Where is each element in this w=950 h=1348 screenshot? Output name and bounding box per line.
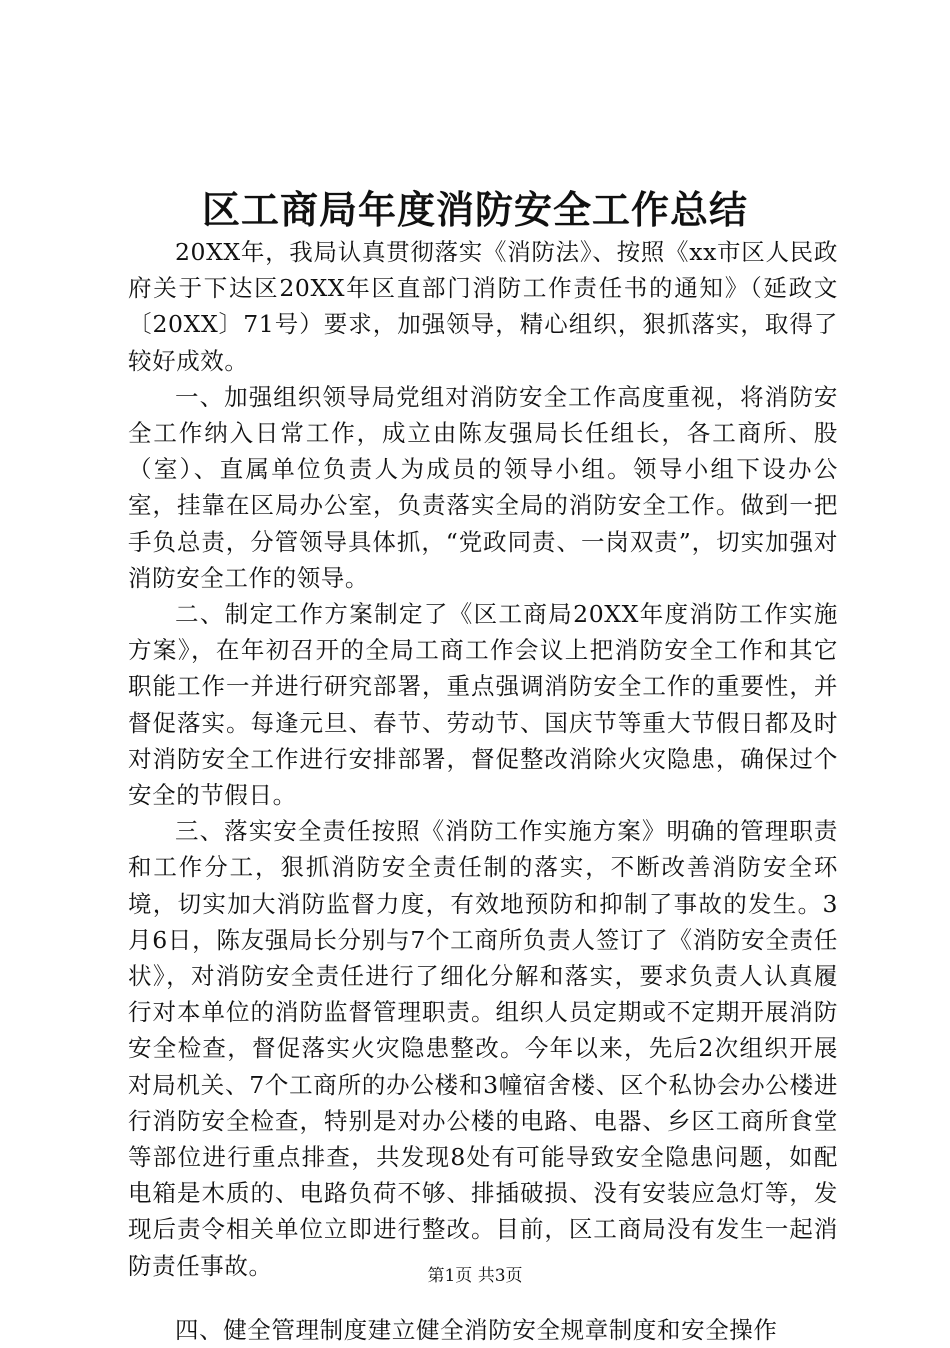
paragraph-section-4: 四、健全管理制度建立健全消防安全规章制度和安全操作 [175,1315,778,1344]
paragraph-section-2: 二、制定工作方案制定了《区工商局20XX年度消防工作实施方案》，在年初召开的全局工商工作会议上把消防安全工作和其它职能工作一并进行研究部署，重点强调消防安全工作的重要性，并督促落实。每逢元旦、春节、劳动节、国庆节等重大节假日都及时对消防安全工作进行安排部署，督促整改消除火灾隐患，确保过个安全的节假日。 [128,600,838,810]
paragraph-section-1: 一、加强组织领导局党组对消防安全工作高度重视，将消防安全工作纳入日常工作，成立由陈友强局长任组长，各工商所、股（室）、直属单位负责人为成员的领导小组。领导小组下设办公室，挂靠在区局办公室，负责落实全局的消防安全工作。做到一把手负总责，分管领导具体抓，“党政同责、一岗双责”，切实加强对消防安全工作的领导。 [128,382,838,592]
paragraph-section-3: 三、落实安全责任按照《消防工作实施方案》明确的管理职责和工作分工，狠抓消防安全责任制的落实，不断改善消防安全环境，切实加大消防监督力度，有效地预防和抑制了事故的发生。3月6日，陈友强局长分别与7个工商所负责人签订了《消防安全责任状》，对消防安全责任进行了细化分解和落实，要求负责人认真履行对本单位的消防监督管理职责。组织人员定期或不定期开展消防安全检查，督促落实火灾隐患整改。今年以来，先后2次组织开展对局机关、7个工商所的办公楼和3幢宿舍楼、区个私协会办公楼进行消防安全检查，特别是对办公楼的电路、电器、乡区工商所食堂等部位进行重点排查，共发现8处有可能导致安全隐患问题，如配电箱是木质的、电路负荷不够、排插破损、没有安装应急灯等，发现后责令相关单位立即进行整改。目前，区工商局没有发生一起消防责任事故。 [128,817,838,1280]
page-footer: 第1页 共3页 [427,1266,523,1286]
document-body [128,234,838,1348]
paragraph-intro: 20XX年，我局认真贯彻落实《消防法》、按照《xx市区人民政府关于下达区20XX年区直部门消防工作责任书的通知》（延政文〔20XX〕71号）要求，加强领导，精心组织，狠抓落实，取得了较好成效。 [128,238,838,375]
document-title: 区工商局年度消防安全工作总结 [201,187,748,232]
